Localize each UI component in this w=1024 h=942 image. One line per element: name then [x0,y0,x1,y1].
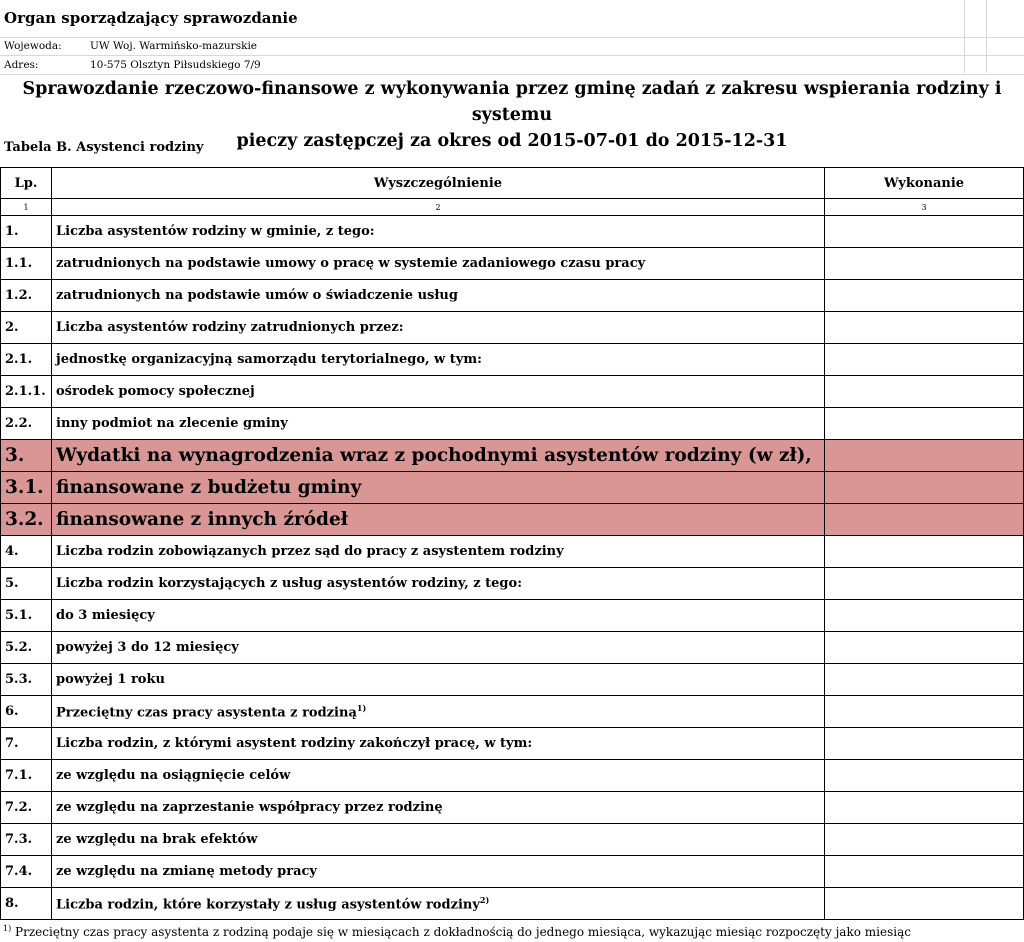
row-wykonanie-cell[interactable] [825,888,1024,920]
table-row [1,344,1024,376]
table-row [1,472,1024,504]
row-description [52,536,825,568]
row-lp: 7. [1,728,52,760]
row-description-text: finansowane z innych źródeł [56,509,348,530]
row-wykonanie-cell[interactable] [825,408,1024,440]
row-description-text: Wydatki na wynagrodzenia wraz z pochodnymi asystentów rodziny (w zł), [56,445,812,466]
row-lp: 5. [1,568,52,600]
table-row [1,856,1024,888]
table-row [1,440,1024,472]
row-description [52,888,825,920]
table-row [1,568,1024,600]
table-row [1,248,1024,280]
report-title-line2: pieczy zastępczej za okres od 2015-07-01 do 2015-12-31 [236,131,788,151]
row-description [52,824,825,856]
row-lp: 5.1. [1,600,52,632]
row-description-text: powyżej 1 roku [56,672,165,687]
row-description-text: ze względu na zmianę metody pracy [56,864,317,879]
footnote-text: Przeciętny czas pracy asystenta z rodziną podaje się w miesiącach z dokładnością do jednego miesiąca, wykazując miesiąc rozpoczęty jako miesiąc [11,925,911,939]
row-description [52,600,825,632]
row-description-text: Liczba rodzin, z którymi asystent rodziny zakończył pracę, w tym: [56,736,533,751]
row-wykonanie-cell[interactable] [825,440,1024,472]
row-description-text: ośrodek pomocy społecznej [56,384,255,399]
row-wykonanie-cell[interactable] [825,312,1024,344]
row-wykonanie-cell[interactable] [825,280,1024,312]
row-description [52,760,825,792]
row-description-text: ze względu na osiągnięcie celów [56,768,291,783]
organ-title-row [0,0,1024,38]
row-description [52,504,825,536]
table-row [1,760,1024,792]
row-description [52,568,825,600]
row-lp: 4. [1,536,52,568]
row-description [52,472,825,504]
colnum-3: 3 [825,199,1024,216]
row-description [52,632,825,664]
row-description-text: ze względu na zaprzestanie współpracy przez rodzinę [56,800,443,815]
row-lp: 2.1. [1,344,52,376]
table-row [1,728,1024,760]
row-lp: 2.1.1. [1,376,52,408]
adres-label: Adres: [4,59,39,71]
row-wykonanie-cell[interactable] [825,344,1024,376]
table-row [1,888,1024,920]
header-wyszczegolnienie: Wyszczególnienie [52,168,825,199]
row-description [52,696,825,728]
row-description [52,440,825,472]
row-wykonanie-cell[interactable] [825,664,1024,696]
row-lp: 5.2. [1,632,52,664]
row-wykonanie-cell[interactable] [825,824,1024,856]
row-description [52,856,825,888]
row-wykonanie-cell[interactable] [825,472,1024,504]
table-row [1,600,1024,632]
footnote-reference: 2) [479,894,490,905]
table-header-row [1,168,1024,199]
row-wykonanie-cell[interactable] [825,376,1024,408]
row-description-text: Liczba rodzin korzystających z usług asystentów rodziny, z tego: [56,576,522,591]
table-row [1,792,1024,824]
row-lp: 1. [1,216,52,248]
footnote-mark: 1) [3,924,12,933]
table-caption: Tabela B. Asystenci rodziny [4,140,204,155]
table-row [1,280,1024,312]
row-lp: 1.1. [1,248,52,280]
column-number-row [1,199,1024,216]
report-title-line1: Sprawozdanie rzeczowo-finansowe z wykonywania przez gminę zadań z zakresu wspierania rodziny i systemu [22,79,1002,125]
table-row [1,632,1024,664]
row-description [52,728,825,760]
footnote [0,924,1024,939]
row-lp: 6. [1,696,52,728]
row-wykonanie-cell[interactable] [825,600,1024,632]
wojewoda-value: UW Woj. Warmińsko-mazurskie [90,40,258,52]
row-lp: 7.2. [1,792,52,824]
row-wykonanie-cell[interactable] [825,856,1024,888]
colnum-2: 2 [52,199,825,216]
row-wykonanie-cell[interactable] [825,792,1024,824]
row-description-text: ze względu na brak efektów [56,832,258,847]
wojewoda-label: Wojewoda: [4,40,62,52]
row-wykonanie-cell[interactable] [825,536,1024,568]
row-description-text: finansowane z budżetu gminy [56,477,362,498]
row-lp: 2.2. [1,408,52,440]
adres-row [0,56,1024,75]
row-description [52,344,825,376]
row-description [52,312,825,344]
row-description-text: inny podmiot na zlecenie gminy [56,416,288,431]
header-wykonanie: Wykonanie [825,168,1024,199]
row-description [52,664,825,696]
row-description-text: Liczba rodzin, które korzystały z usług asystentów rodziny [56,897,480,913]
row-lp: 3. [1,440,52,472]
row-description-text: powyżej 3 do 12 miesięcy [56,640,239,655]
row-wykonanie-cell[interactable] [825,568,1024,600]
row-description [52,248,825,280]
table-row [1,504,1024,536]
row-lp: 5.3. [1,664,52,696]
row-description-text: Liczba rodzin zobowiązanych przez sąd do pracy z asystentem rodziny [56,544,564,559]
row-description [52,280,825,312]
row-lp: 3.2. [1,504,52,536]
row-description [52,792,825,824]
table-row [1,696,1024,728]
row-description [52,408,825,440]
organ-title: Organ sporządzający sprawozdanie [4,9,298,27]
header-lp: Lp. [1,168,52,199]
row-description [52,376,825,408]
row-description-text: zatrudnionych na podstawie umów o świadczenie usług [56,288,458,303]
row-description-text: do 3 miesięcy [56,608,155,623]
row-description [52,216,825,248]
row-wykonanie-cell[interactable] [825,696,1024,728]
table-row [1,376,1024,408]
wojewoda-row [0,37,1024,56]
row-lp: 3.1. [1,472,52,504]
asystenci-table [0,167,1024,920]
row-description-text: Liczba asystentów rodziny w gminie, z tego: [56,224,375,239]
row-lp: 1.2. [1,280,52,312]
table-row [1,536,1024,568]
table-row [1,216,1024,248]
row-description-text: Liczba asystentów rodziny zatrudnionych przez: [56,320,404,335]
row-lp: 7.1. [1,760,52,792]
row-lp: 8. [1,888,52,920]
table-row [1,664,1024,696]
footnote-reference: 1) [356,702,367,713]
table-row [1,408,1024,440]
row-wykonanie-cell[interactable] [825,504,1024,536]
row-wykonanie-cell[interactable] [825,632,1024,664]
row-description-text: Przeciętny czas pracy asystenta z rodziną [56,705,357,721]
row-wykonanie-cell[interactable] [825,760,1024,792]
row-lp: 7.4. [1,856,52,888]
colnum-1: 1 [1,199,52,216]
row-wykonanie-cell[interactable] [825,216,1024,248]
row-wykonanie-cell[interactable] [825,248,1024,280]
row-description-text: zatrudnionych na podstawie umowy o pracę w systemie zadaniowego czasu pracy [56,256,646,271]
row-wykonanie-cell[interactable] [825,728,1024,760]
row-lp: 7.3. [1,824,52,856]
row-description-text: jednostkę organizacyjną samorządu terytorialnego, w tym: [56,352,482,367]
row-lp: 2. [1,312,52,344]
adres-value: 10-575 Olsztyn Piłsudskiego 7/9 [90,59,261,71]
table-row [1,824,1024,856]
table-row [1,312,1024,344]
